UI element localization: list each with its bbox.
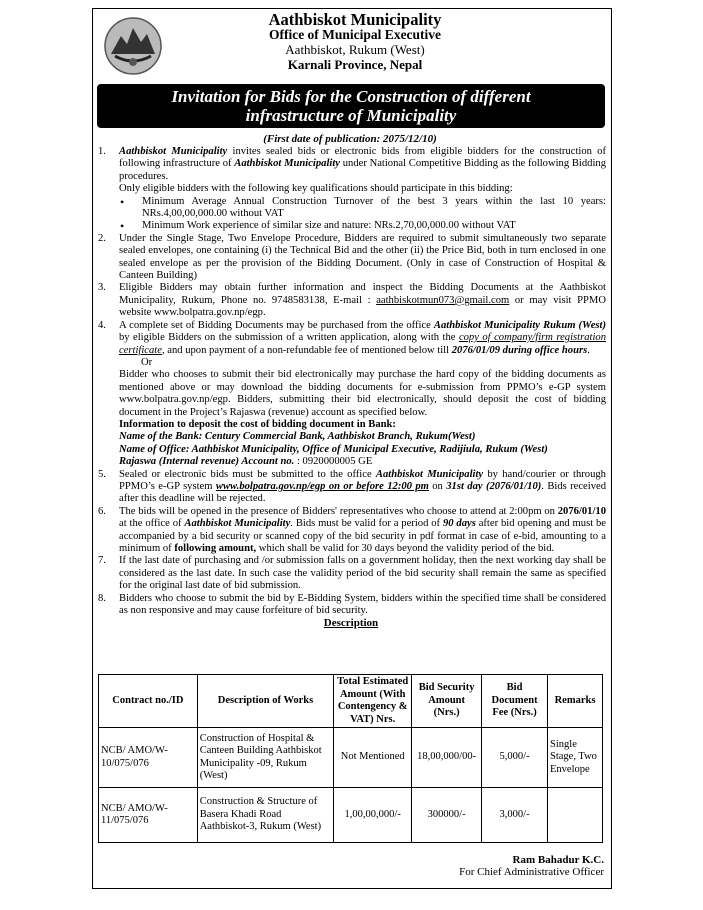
- works-table: [98, 674, 603, 843]
- clause-8: 8. Bidders who choose to submit the bid by E-Bidding System, bidders within the specified time shall be considered as non responsive and may cause forfeiture of bid security.: [98, 592, 606, 617]
- cell-amount: 1,00,00,000/-: [334, 788, 412, 843]
- deposit-heading: Information to deposit the cost of bidding document in Bank:: [119, 418, 396, 430]
- table-row: [99, 788, 603, 843]
- clause-1: 1. Aathbiskot Municipality invites sealed bids or electronic bids from eligible bidders for the construction of following infrastructure of Aathbiskot Municipality under National Competitive Bidding as the following Bidding procedures.: [98, 146, 607, 182]
- electronic-bid-paragraph: Bidder who chooses to submit their bid electronically may purchase the hard copy of the bidding documents as mentioned above or may download the bidding documents for e-submission from PPMO’s e-GP system www.bolpatra.gov.np/egp. Bidders, submitting their bid electronically, should deposit the cost of bidding document in the Project’s Rajaswa (revenue) account as specified below.: [119, 369, 606, 418]
- or-separator: Or: [141, 356, 153, 368]
- table-caption: Description: [323, 617, 379, 630]
- nepal-emblem-icon: [103, 16, 163, 76]
- cell-security: 18,00,000/00-: [412, 728, 482, 788]
- clause-number: 1.: [98, 146, 106, 157]
- clause-number: 7.: [98, 555, 106, 567]
- cell-contract: NCB/ AMO/W-10/075/076: [99, 728, 198, 788]
- clause-7: 7. If the last date of purchasing and /or submission falls on a government holiday, then the next working day shall be considered as the last date. In such case the validity period of the bid security shall remain the same as specified for the original last date of bid submission.: [98, 555, 606, 592]
- signatory-name: Ram Bahadur K.C.: [512, 854, 604, 866]
- title-line-2: infrastructure of Municipality: [245, 106, 457, 125]
- col-header-works: Description of Works: [197, 675, 334, 728]
- municipality-name: Aathbiskot Municipality: [268, 10, 442, 29]
- clause-4: 4. A complete set of Bidding Documents may be purchased from the office Aathbiskot Municipality Rukum (West) by eligible Bidders on the submission of a written application, along with the copy of company/firm registration certificate, and upon payment of a non-refundable fee of mentioned below till 2076/01/09 during office hours.: [98, 319, 607, 356]
- clause-number: 3.: [98, 282, 106, 294]
- clause-number: 8.: [98, 592, 106, 604]
- notice-body: [96, 146, 606, 630]
- col-header-contract: Contract no./ID: [99, 675, 198, 728]
- office-address: Aathbiskot, Rukum (West): [285, 42, 425, 57]
- cell-amount: Not Mentioned: [334, 728, 412, 788]
- website-link[interactable]: www.bolpatra.gov.np/egp: [154, 307, 263, 319]
- table-row: [99, 728, 603, 788]
- cell-works: Construction & Structure of Basera Khadi Road Aathbiskot-3, Rukum (West): [197, 788, 334, 843]
- bank-office: Name of Office: Aathbiskot Municipality, Office of Municipal Executive, Radijiula, Rukum (West): [119, 443, 548, 455]
- submission-deadline: www.bolpatra.gov.np/egp on or before 12:00 pm: [215, 480, 429, 492]
- table-header-row: [99, 675, 603, 728]
- bank-account: Rajaswa (Internal revenue) Account no. : 0920000005 GE: [119, 456, 373, 468]
- clause-5: 5. Sealed or electronic bids must be submitted to the office Aathbiskot Municipality by hand/courier or through PPMO’s e-GP system www.bolpatra.gov.np/egp on or before 12:00 pm on 31st day (2076/01/10). Bids received after this deadline will be rejected.: [98, 468, 606, 505]
- title-banner: [97, 84, 605, 128]
- qualification-item: • Minimum Work experience of similar size and nature: NRs.2,70,00,000.00 without VAT: [142, 220, 606, 232]
- clause-number: 2.: [98, 232, 106, 244]
- signature-block: [459, 854, 604, 878]
- col-header-amount: Total Estimated Amount (With Contengency & VAT) Nrs.: [334, 675, 412, 728]
- cell-fee: 3,000/-: [482, 788, 548, 843]
- qualification-intro: Only eligible bidders with the following key qualifications should participate in this bidding:: [119, 183, 513, 195]
- cell-contract: NCB/ AMO/W-11/075/076: [99, 788, 198, 843]
- cell-remarks: Single Stage, Two Envelope: [548, 728, 603, 788]
- cell-fee: 5,000/-: [482, 728, 548, 788]
- email-link[interactable]: aathbiskotmun073@gmail.com: [376, 294, 510, 306]
- clause-6: 6. The bids will be opened in the presence of Bidders' representatives who choose to attend at 2:00pm on 2076/01/10 at the office of Aathbiskot Municipality. Bids must be valid for a period of 90 days after bid opening and must be accompanied by a bid security or scanned copy of the bid security in pdf format in case of e-bid, amounting to a minimum of following amount, which shall be valid for 30 days beyond the validity period of the bid.: [98, 505, 607, 554]
- signatory-title: For Chief Administrative Officer: [459, 866, 604, 878]
- col-header-security: Bid Security Amount (Nrs.): [412, 675, 482, 728]
- col-header-remarks: Remarks: [548, 675, 603, 728]
- col-header-fee: Bid Document Fee (Nrs.): [482, 675, 548, 728]
- clause-2: 2. Under the Single Stage, Two Envelope Procedure, Bidders are required to submit simultaneously two separate sealed envelopes, one containing (i) the Technical Bid and the other (ii) the Price Bid, both in turn enclosed in one sealed envelope as per the provision of the Bidding Document. (Only in case of Construction of Hospital & Canteen Building): [98, 232, 606, 282]
- clause-number: 5.: [98, 468, 106, 480]
- cell-works: Construction of Hospital & Canteen Building Aathbiskot Municipality -09, Rukum (West): [197, 728, 334, 788]
- clause-number: 6.: [98, 505, 106, 517]
- title-line-1: Invitation for Bids for the Construction of different: [171, 87, 531, 106]
- qualification-item: • Minimum Average Annual Construction Turnover of the best 3 years within the last 10 years: NRs.4,00,00,000.00 without VAT: [142, 196, 606, 221]
- clause-number: 4.: [98, 319, 106, 331]
- province-name: Karnali Province, Nepal: [287, 57, 423, 72]
- qualification-list: [96, 196, 606, 233]
- cell-remarks: [548, 788, 603, 843]
- bank-name: Name of the Bank: Century Commercial Bank, Aathbiskot Branch, Rukum(West): [119, 431, 476, 443]
- publication-date: (First date of publication: 2075/12/10): [263, 133, 437, 145]
- letterhead: [170, 12, 540, 72]
- clause-3: 3. Eligible Bidders may obtain further information and inspect the Bidding Documents at the Aathbiskot Municipality, Rukum, Phone no. 9748583138, E-mail : aathbiskotmun073@gmail.com or may visit PPMO website www.bolpatra.gov.np/egp.: [98, 282, 606, 319]
- cell-security: 300000/-: [412, 788, 482, 843]
- office-name: Office of Municipal Executive: [268, 27, 442, 42]
